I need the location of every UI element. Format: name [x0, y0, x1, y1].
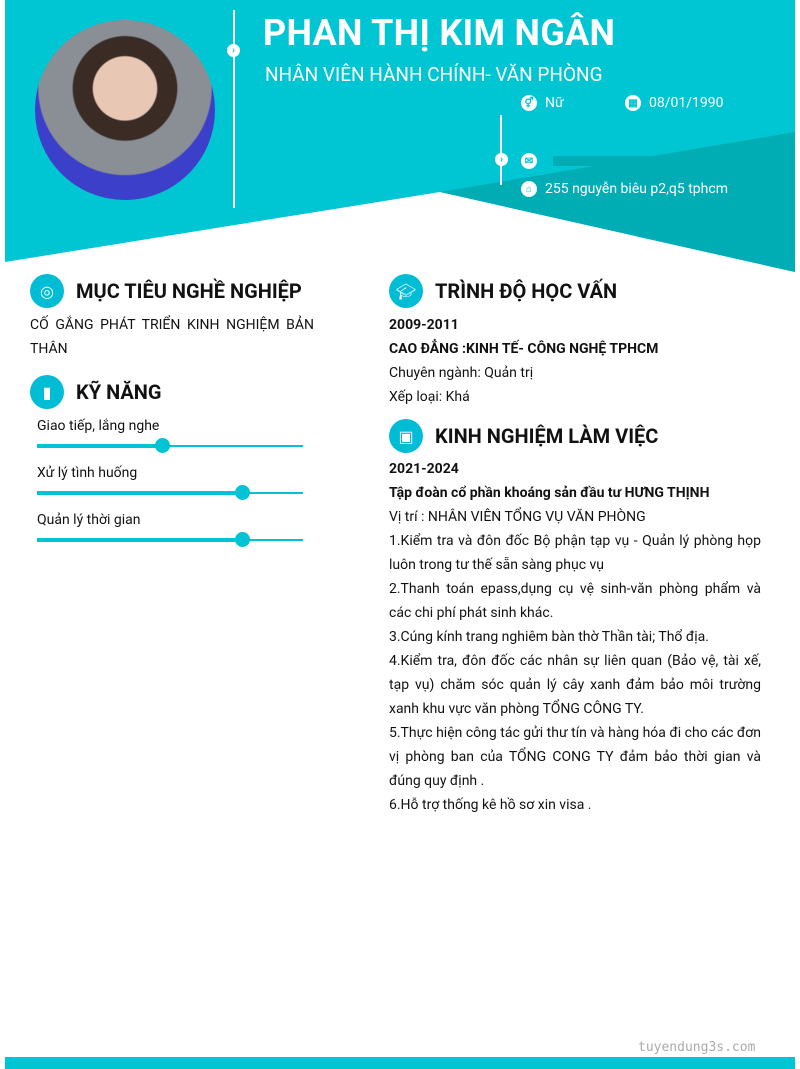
skill-bar-knob [235, 532, 250, 547]
profile-photo [35, 20, 215, 200]
bar-chart-icon: ▮ [30, 375, 64, 409]
divider [500, 115, 502, 185]
candidate-name: PHAN THỊ KIM NGÂN [263, 12, 616, 54]
skill-label: Quản lý thời gian [37, 512, 141, 528]
birthdate: 08/01/1990 [649, 95, 724, 111]
duty-item: 3.Cúng kính trang nghiêm bàn thờ Thần tài; Thổ địa. [389, 629, 709, 645]
objective-title: MỤC TIÊU NGHỀ NGHIỆP [76, 279, 302, 303]
skills-title: KỸ NĂNG [76, 380, 162, 404]
education-major: Chuyên ngành: Quản trị [389, 365, 534, 381]
experience-title: KINH NGHIỆM LÀM VIỆC [435, 424, 659, 448]
divider [233, 10, 235, 208]
skill-bar [37, 492, 303, 494]
address: 255 nguyễn biêu p2,q5 tphcm [545, 181, 728, 197]
duty-item: 4.Kiểm tra, đôn đốc các nhân sự liên quan (Bảo vệ, tài xế, tạp vụ) chăm sóc quản lý cây xanh đảm bảo môi trường xanh khu vực văn phòng TỔNG CÔNG TY. [389, 653, 761, 717]
target-icon: ◎ [30, 274, 64, 308]
email-icon: ✉ [521, 153, 537, 169]
footer-bar [5, 1057, 795, 1069]
duty-item: 2.Thanh toán epass,dụng cụ vệ sinh-văn phòng phẩm và các chi phí phát sinh khác. [389, 581, 761, 621]
skill-bar-fill [37, 444, 162, 448]
chevron-right-icon: › [495, 153, 508, 166]
home-icon: ⌂ [521, 181, 537, 197]
briefcase-icon: ▣ [389, 419, 423, 453]
skill-bar [37, 539, 303, 541]
watermark: tuyendung3s.com [638, 1040, 756, 1055]
gender-icon: ⚥ [521, 95, 537, 111]
skill-label: Xử lý tình huống [37, 465, 138, 481]
education-title: TRÌNH ĐỘ HỌC VẤN [435, 279, 618, 303]
skill-bar [37, 445, 303, 447]
experience-position: Vị trí : NHÂN VIÊN TỔNG VỤ VĂN PHÒNG [389, 509, 646, 525]
skill-bar-fill [37, 538, 242, 542]
skill-bar-fill [37, 491, 242, 495]
objective-text: CỐ GẮNG PHÁT TRIỂN KINH NGHIỆM BẢN THÂN [30, 317, 314, 357]
duty-item: 5.Thực hiện công tác gửi thư tín và hàng hóa đi cho các đơn vị phòng ban của TỔNG CONG TY đảm bảo thời gian và đúng quy định . [389, 725, 761, 789]
job-title: NHÂN VIÊN HÀNH CHÍNH- VĂN PHÒNG [265, 63, 603, 86]
experience-period: 2021-2024 [389, 461, 459, 477]
duty-item: 1.Kiểm tra và đôn đốc Bộ phận tạp vụ - Quản lý phòng họp luôn trong tư thế sẵn sàng phục vụ [389, 533, 761, 573]
gender: Nữ [545, 95, 564, 111]
duty-item: 6.Hỗ trợ thống kê hồ sơ xin visa . [389, 797, 592, 813]
graduation-cap-icon: 🎓︎ [389, 274, 423, 308]
skill-bar-knob [235, 485, 250, 500]
skill-bar-knob [155, 438, 170, 453]
education-period: 2009-2011 [389, 317, 459, 333]
experience-company: Tập đoàn cổ phần khoáng sản đầu tư HƯNG THỊNH [389, 485, 710, 501]
education-school: CAO ĐẲNG :KINH TẾ- CÔNG NGHỆ TPHCM [389, 341, 659, 357]
education-grade: Xếp loại: Khá [389, 389, 470, 405]
chevron-right-icon: › [227, 44, 240, 57]
calendar-icon: ▦ [625, 95, 641, 111]
skill-label: Giao tiếp, lắng nghe [37, 418, 160, 434]
